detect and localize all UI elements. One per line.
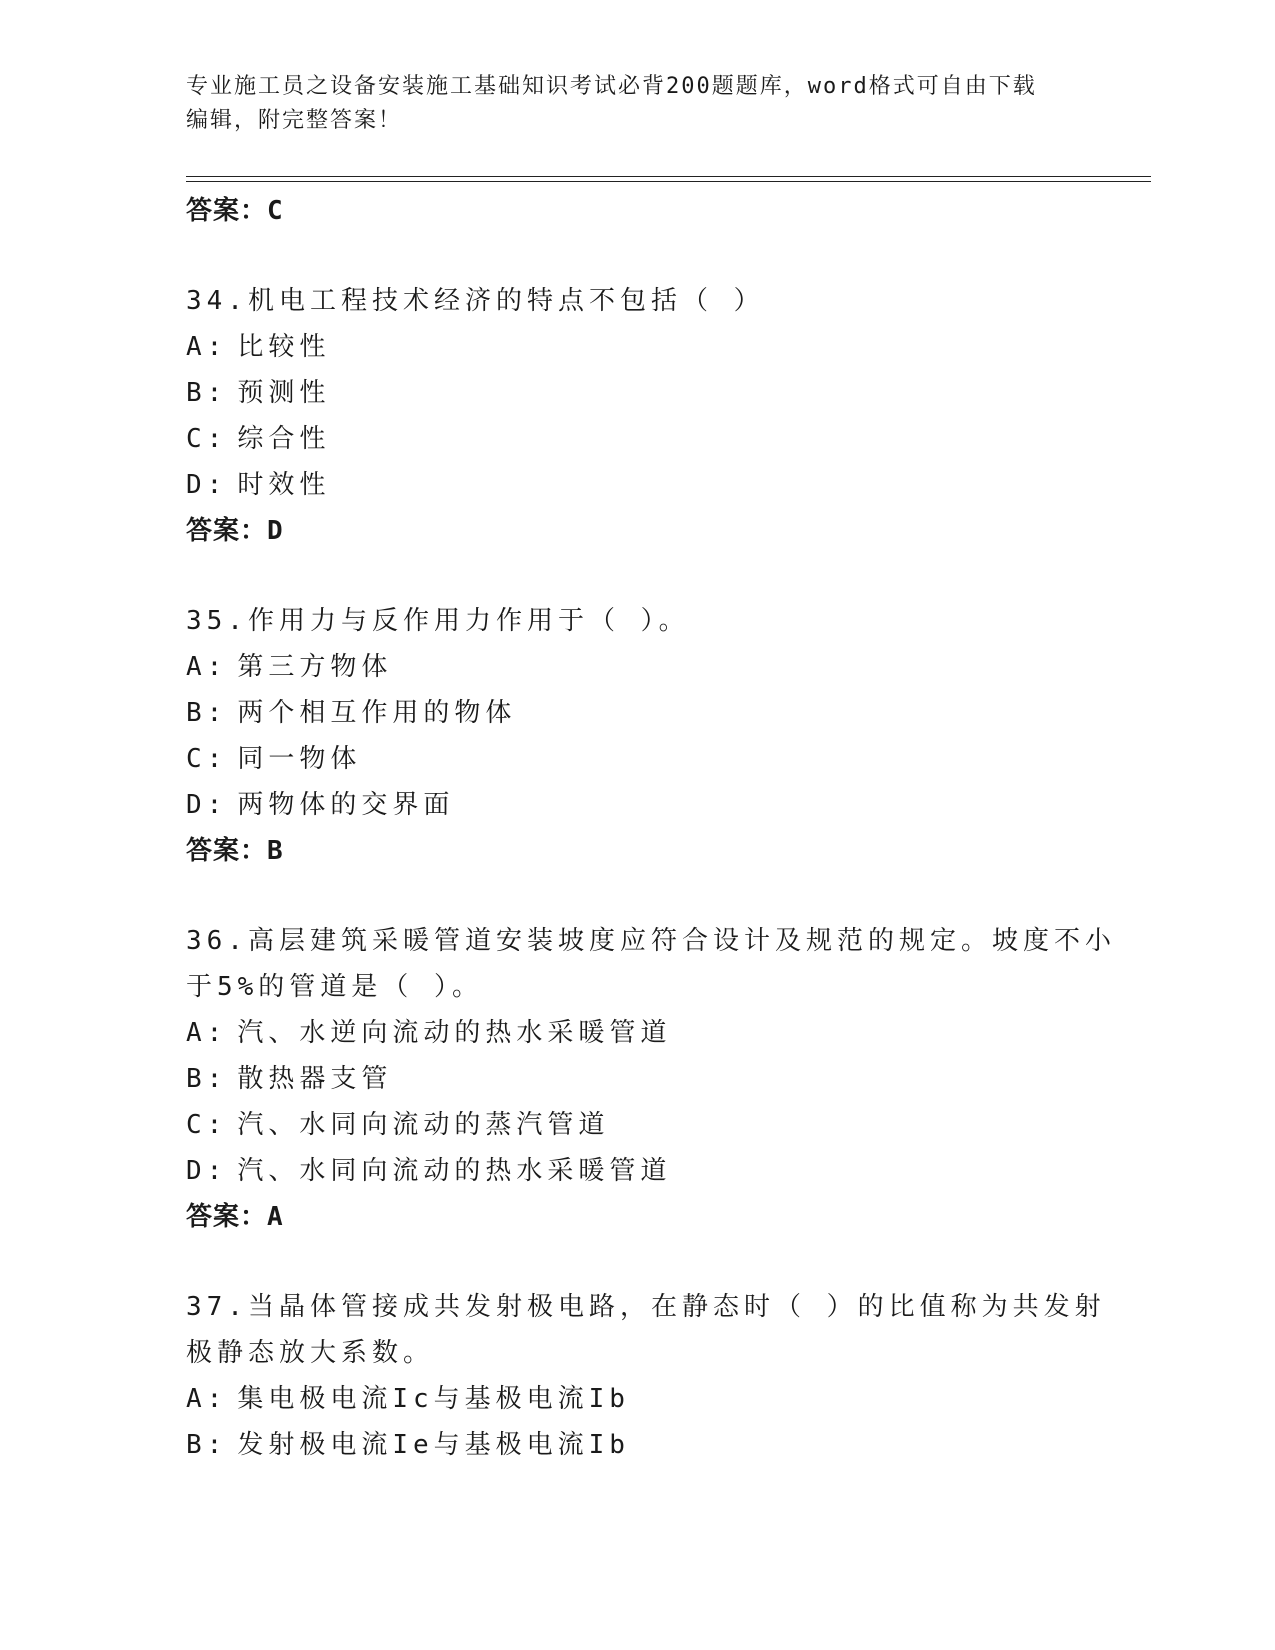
option-a	[186, 1010, 1136, 1056]
option-text: 汽、水逆向流动的热水采暖管道	[237, 1018, 672, 1048]
document-header	[186, 70, 1086, 138]
option-text: 两个相互作用的物体	[237, 698, 517, 728]
answer-line: 答案：D	[186, 516, 284, 546]
header-line-2: 编辑，附完整答案！	[186, 108, 403, 133]
question-block	[186, 598, 1136, 874]
question-text: 37.当晶体管接成共发射极电路，在静态时（ ）的比值称为共发射极静态放大系数。	[186, 1292, 1106, 1368]
option-text: 散热器支管	[237, 1064, 393, 1094]
option-text: 发射极电流Ie与基极电流Ib	[237, 1430, 630, 1460]
option-text: 第三方物体	[237, 652, 393, 682]
question-block	[186, 278, 1136, 554]
header-divider-top	[186, 176, 1151, 177]
option-a	[186, 1376, 1136, 1422]
option-d	[186, 1148, 1136, 1194]
question-block	[186, 918, 1136, 1240]
option-b	[186, 370, 1136, 416]
option-text: 预测性	[237, 378, 331, 408]
header-line-1: 专业施工员之设备安装施工基础知识考试必背200题题库，word格式可自由下载	[186, 74, 1037, 99]
header-divider-bottom	[186, 181, 1151, 182]
option-text: 比较性	[237, 332, 331, 362]
option-text: 汽、水同向流动的蒸汽管道	[237, 1110, 610, 1140]
option-letter: C:	[186, 1110, 228, 1140]
option-b	[186, 690, 1136, 736]
option-letter: C:	[186, 424, 228, 454]
option-letter: D:	[186, 1156, 228, 1186]
question-text: 34.机电工程技术经济的特点不包括（ ）	[186, 286, 765, 316]
option-letter: B:	[186, 1430, 228, 1460]
option-a	[186, 644, 1136, 690]
option-d	[186, 782, 1136, 828]
option-letter: A:	[186, 1018, 228, 1048]
option-d	[186, 462, 1136, 508]
option-letter: B:	[186, 698, 228, 728]
option-letter: A:	[186, 1384, 228, 1414]
option-letter: C:	[186, 744, 228, 774]
question-text: 35.作用力与反作用力作用于（ ）。	[186, 606, 690, 636]
question-block	[186, 1284, 1136, 1468]
option-text: 集电极电流Ic与基极电流Ib	[237, 1384, 630, 1414]
answer-line: 答案：C	[186, 196, 284, 226]
option-b	[186, 1422, 1136, 1468]
option-letter: D:	[186, 470, 228, 500]
option-c	[186, 736, 1136, 782]
option-letter: D:	[186, 790, 228, 820]
option-text: 两物体的交界面	[237, 790, 455, 820]
option-c	[186, 416, 1136, 462]
option-text: 同一物体	[237, 744, 362, 774]
option-letter: B:	[186, 1064, 228, 1094]
option-c	[186, 1102, 1136, 1148]
answer-line: 答案：B	[186, 836, 284, 866]
option-text: 时效性	[237, 470, 331, 500]
option-letter: A:	[186, 332, 228, 362]
option-letter: A:	[186, 652, 228, 682]
option-b	[186, 1056, 1136, 1102]
question-text: 36.高层建筑采暖管道安装坡度应符合设计及规范的规定。坡度不小于5%的管道是（ ）。	[186, 926, 1116, 1002]
option-text: 汽、水同向流动的热水采暖管道	[237, 1156, 672, 1186]
answer-line: 答案：A	[186, 1202, 284, 1232]
option-letter: B:	[186, 378, 228, 408]
option-a	[186, 324, 1136, 370]
question-list	[186, 188, 1136, 1468]
option-text: 综合性	[237, 424, 331, 454]
